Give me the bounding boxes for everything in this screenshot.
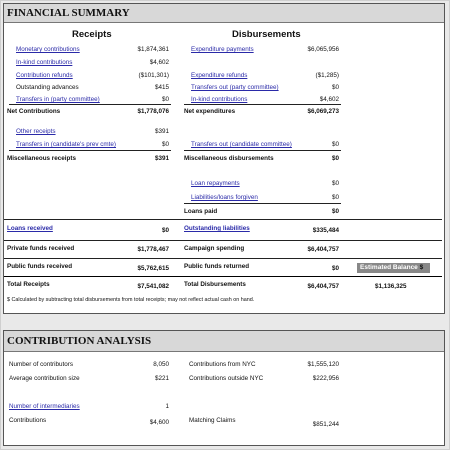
- net-expenditures-value: $6,069,273: [307, 108, 339, 115]
- contribution-refunds-link[interactable]: Contribution refunds: [16, 72, 73, 79]
- outstanding-liabilities-value: $335,484: [312, 227, 339, 234]
- contributions-outside-nyc-value: $222,956: [312, 375, 339, 382]
- liabilities-forgiven-value: $0: [331, 194, 339, 201]
- contributions-outside-nyc-label: Contributions outside NYC: [189, 375, 264, 382]
- expenditure-refunds-link[interactable]: Expenditure refunds: [191, 72, 248, 79]
- expenditure-refunds-value: ($1,285): [315, 72, 339, 79]
- other-receipts-value: $391: [154, 128, 169, 135]
- divider: [9, 150, 171, 151]
- divider: [184, 104, 341, 105]
- loans-received-value: $0: [161, 227, 169, 234]
- transfers-out-candidate-link[interactable]: Transfers out (candidate committee): [191, 141, 292, 148]
- public-funds-returned-value: $0: [331, 265, 339, 272]
- expenditure-payments-link[interactable]: Expenditure payments: [191, 46, 254, 53]
- liabilities-forgiven-link[interactable]: Liabilities/loans forgiven: [191, 194, 258, 201]
- transfers-out-party-link[interactable]: Transfers out (party committee): [191, 84, 279, 91]
- divider: [184, 203, 341, 204]
- contribution-analysis-title: CONTRIBUTION ANALYSIS: [4, 331, 444, 352]
- number-of-contributors-label: Number of contributors: [9, 361, 74, 368]
- outstanding-advances-value: $415: [154, 84, 169, 91]
- public-funds-received-label: Public funds received: [7, 263, 73, 270]
- loan-repayments-value: $0: [331, 180, 339, 187]
- receipts-header: Receipts: [72, 29, 112, 40]
- in-kind-disb-link[interactable]: In-kind contributions: [191, 96, 248, 103]
- total-disbursements-value: $6,404,757: [307, 283, 339, 290]
- transfers-in-party-value: $0: [161, 96, 169, 103]
- contributions-label: Contributions: [9, 417, 47, 424]
- divider: [9, 104, 171, 105]
- estimated-balance-footnote-marker: $: [419, 264, 424, 271]
- campaign-spending-label: Campaign spending: [184, 245, 245, 252]
- estimated-balance-label: Estimated Balance: [360, 264, 418, 271]
- total-receipts-label: Total Receipts: [7, 281, 50, 288]
- loan-repayments-link[interactable]: Loan repayments: [191, 180, 240, 187]
- private-funds-label: Private funds received: [7, 245, 75, 252]
- misc-receipts-value: $391: [154, 155, 169, 162]
- private-funds-value: $1,778,467: [137, 246, 169, 253]
- section-divider: [4, 276, 442, 277]
- footnote: $ Calculated by subtracting total disbursements from total receipts; may not reflect actual cash on hand.: [7, 297, 255, 303]
- transfers-out-party-value: $0: [331, 84, 339, 91]
- monetary-contributions-link[interactable]: Monetary contributions: [16, 46, 80, 53]
- loans-received-link[interactable]: Loans received: [7, 225, 53, 232]
- contributions-from-nyc-value: $1,555,120: [307, 361, 339, 368]
- transfers-in-party-link[interactable]: Transfers in (party committee): [16, 96, 100, 103]
- loans-paid-value: $0: [331, 208, 339, 215]
- total-receipts-value: $7,541,082: [137, 283, 169, 290]
- in-kind-contributions-link[interactable]: In-kind contributions: [16, 59, 73, 66]
- in-kind-contributions-value: $4,602: [149, 59, 169, 66]
- misc-receipts-label: Miscellaneous receipts: [7, 155, 76, 162]
- divider: [184, 150, 341, 151]
- net-expenditures-label: Net expenditures: [184, 108, 236, 115]
- other-receipts-link[interactable]: Other receipts: [16, 128, 56, 135]
- disbursements-header: Disbursements: [232, 29, 301, 40]
- average-contribution-value: $221: [154, 375, 169, 382]
- public-funds-returned-label: Public funds returned: [184, 263, 250, 270]
- contributions-value: $4,600: [149, 419, 169, 426]
- outstanding-advances-label: Outstanding advances: [16, 84, 79, 91]
- loans-paid-label: Loans paid: [184, 208, 218, 215]
- section-divider: [4, 219, 442, 220]
- monetary-contributions-value: $1,874,361: [137, 46, 169, 53]
- contribution-refunds-value: ($101,301): [138, 72, 169, 79]
- public-funds-received-value: $5,762,615: [137, 265, 169, 272]
- transfers-in-candidate-value: $0: [161, 141, 169, 148]
- campaign-spending-value: $6,404,757: [307, 246, 339, 253]
- net-contributions-label: Net Contributions: [7, 108, 61, 115]
- financial-summary-panel: [3, 3, 445, 314]
- contributions-from-nyc-label: Contributions from NYC: [189, 361, 256, 368]
- matching-claims-label: Matching Claims: [189, 417, 236, 424]
- estimated-balance-badge: [357, 263, 430, 273]
- net-contributions-value: $1,778,076: [137, 108, 169, 115]
- contribution-analysis-panel: [3, 330, 445, 446]
- section-divider: [4, 240, 442, 241]
- misc-disbursements-label: Miscellaneous disbursements: [184, 155, 274, 162]
- intermediaries-value: 1: [165, 403, 169, 410]
- transfers-out-candidate-value: $0: [331, 141, 339, 148]
- matching-claims-value: $851,244: [312, 421, 339, 428]
- number-of-contributors-value: 8,050: [153, 361, 169, 368]
- expenditure-payments-value: $6,065,956: [307, 46, 339, 53]
- section-divider: [4, 258, 442, 259]
- average-contribution-label: Average contribution size: [9, 375, 80, 382]
- estimated-balance-value: $1,136,325: [375, 283, 407, 290]
- misc-disbursements-value: $0: [331, 155, 339, 162]
- transfers-in-candidate-link[interactable]: Transfers in (candidate's prev cmte): [16, 141, 117, 148]
- financial-summary-title: FINANCIAL SUMMARY: [4, 4, 444, 23]
- intermediaries-link[interactable]: Number of intermediaries: [9, 403, 80, 410]
- outstanding-liabilities-link[interactable]: Outstanding liabilities: [184, 225, 250, 232]
- in-kind-disb-value: $4,602: [319, 96, 339, 103]
- total-disbursements-label: Total Disbursements: [184, 281, 246, 288]
